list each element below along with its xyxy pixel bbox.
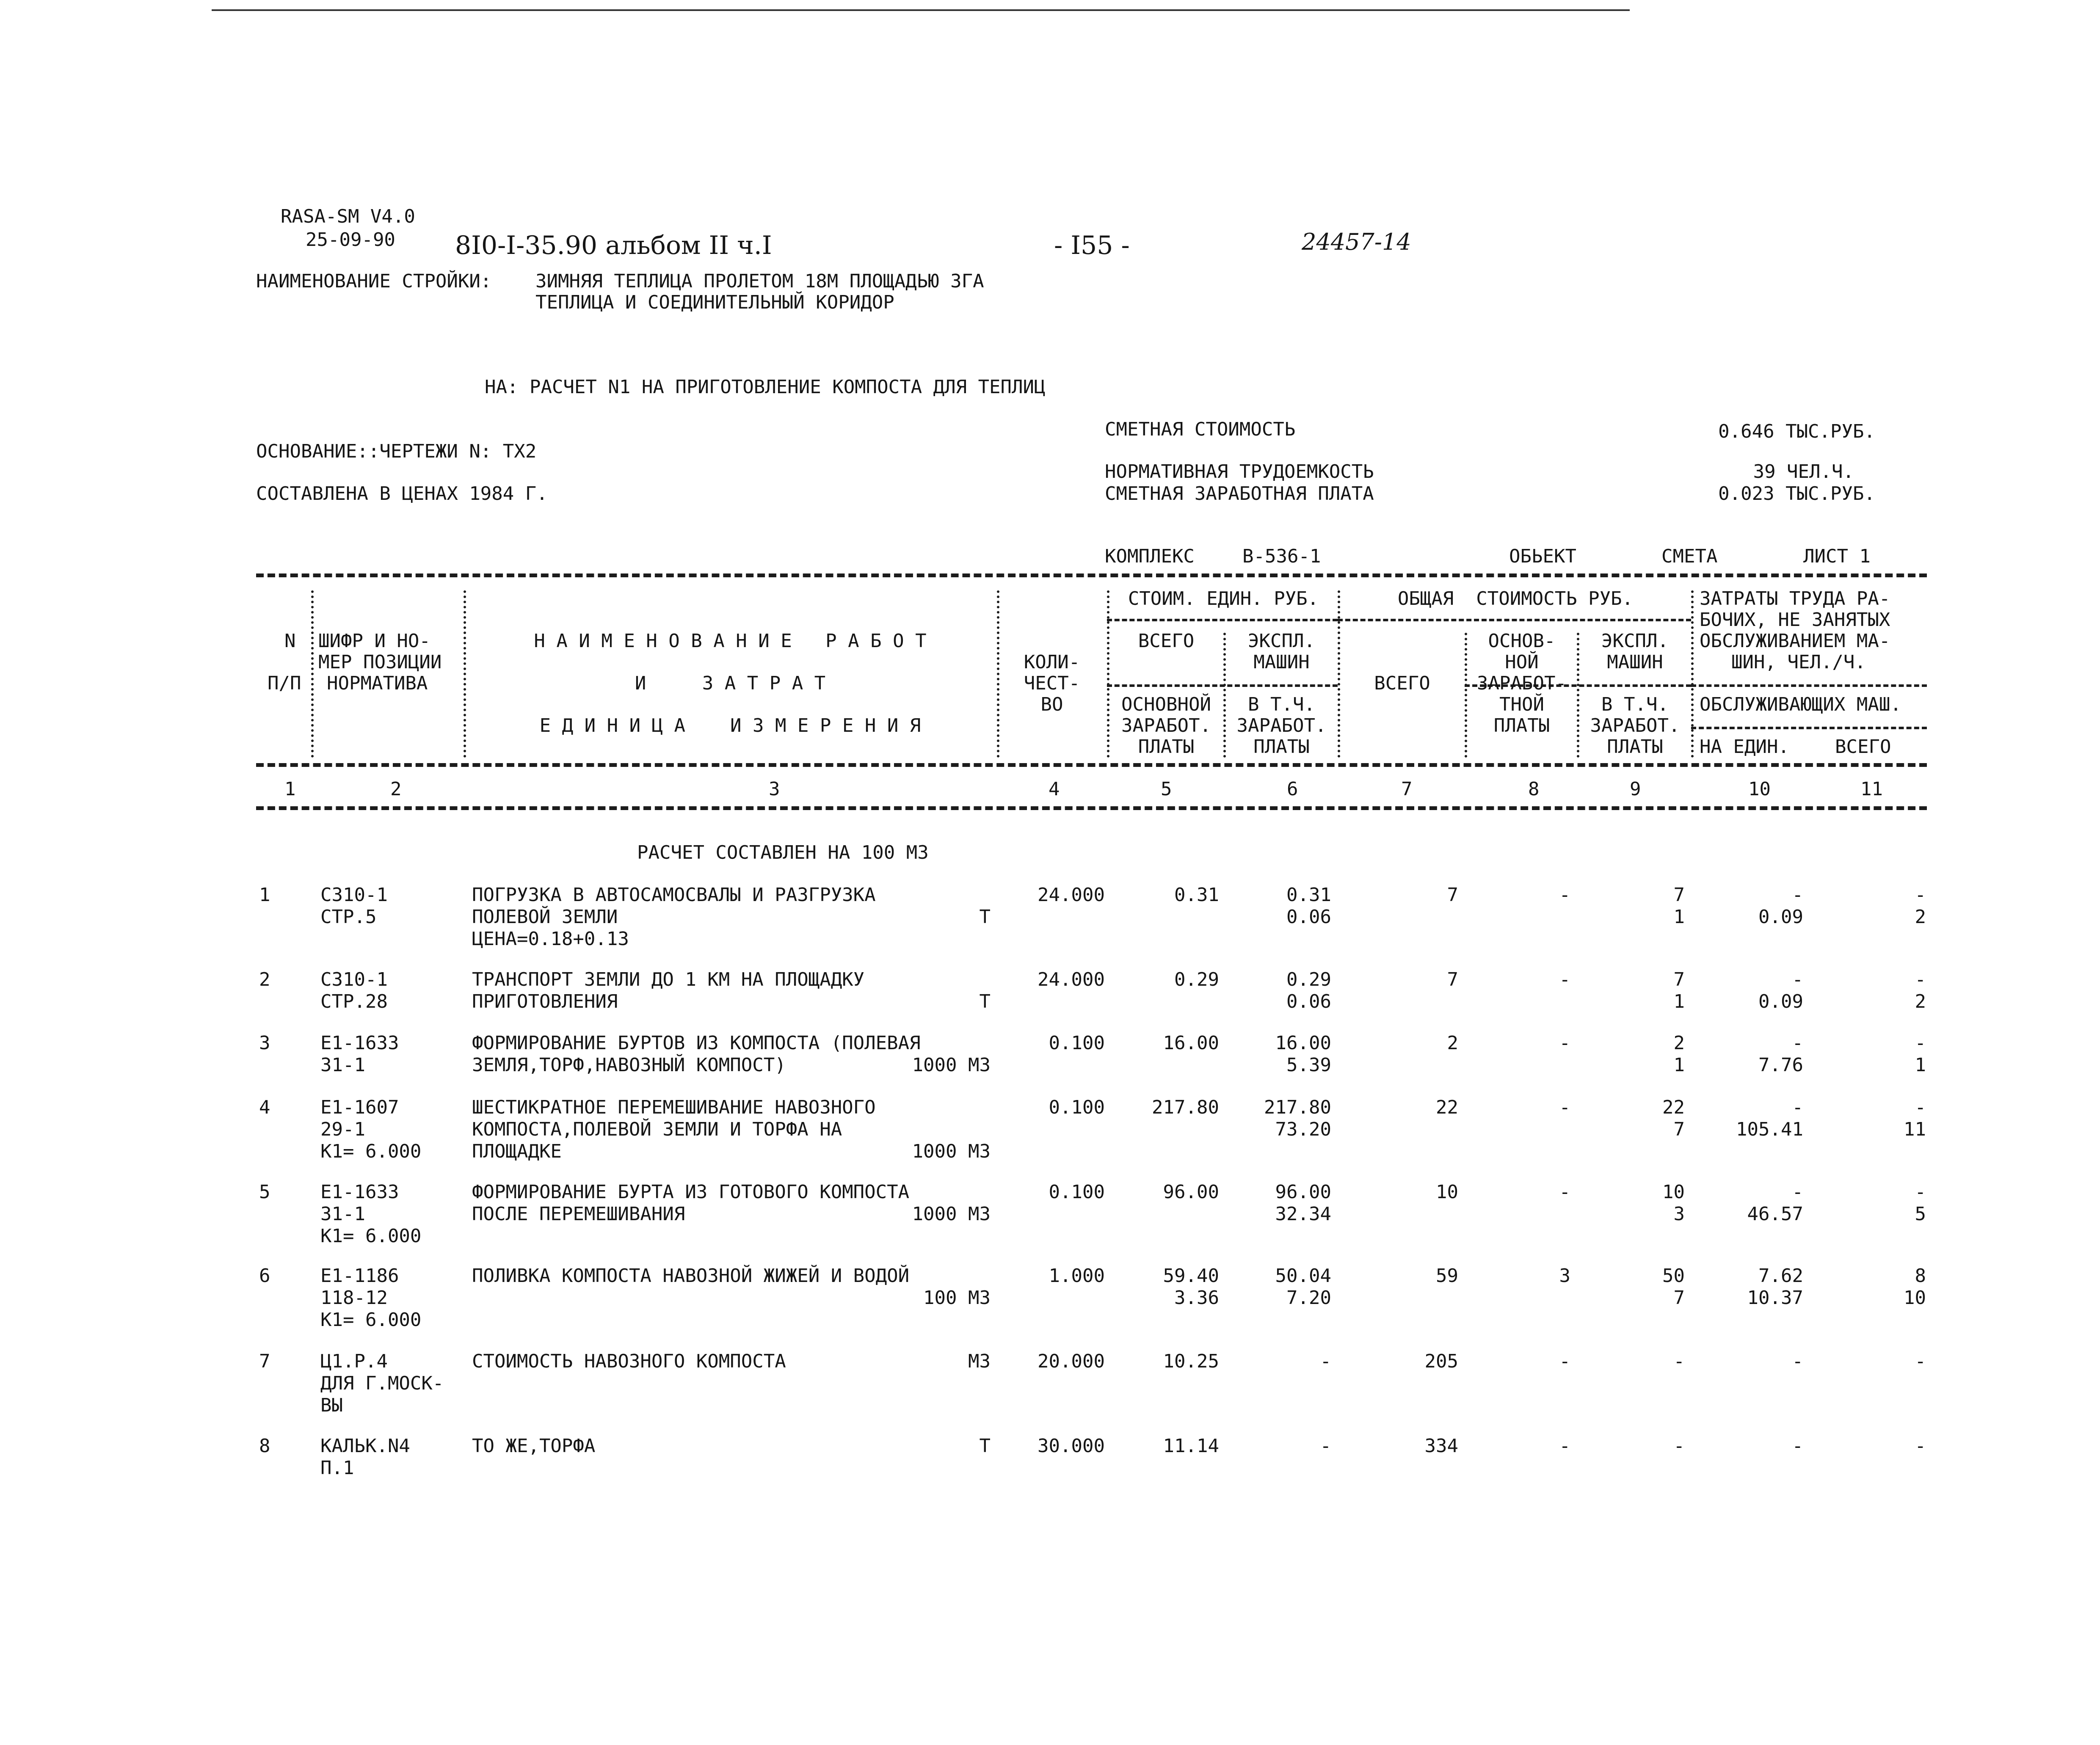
row-name: ПРИГОТОВЛЕНИЯ: [472, 991, 618, 1012]
header-c6e: ПЛАТЫ: [1253, 736, 1310, 758]
header-labor-4: ШИН, ЧЕЛ./Ч.: [1731, 651, 1866, 673]
row-total-machine-wage: 3: [1673, 1203, 1685, 1225]
row-labor-unit: -: [1792, 1097, 1803, 1118]
header-unit-cost: СТОИМ. ЕДИН. РУБ.: [1128, 588, 1319, 609]
row-labor-unit: -: [1792, 1181, 1803, 1203]
header-c8e: ПЛАТЫ: [1493, 715, 1550, 736]
row-labor-total: -: [1915, 1351, 1926, 1372]
construction-label: НАИМЕНОВАНИЕ СТРОЙКИ:: [256, 270, 492, 292]
print-date: 25-09-90: [306, 229, 395, 251]
header-c8d: ТНОЙ: [1499, 694, 1544, 715]
row-unit-machine: -: [1320, 1435, 1331, 1457]
row-labor-total-machine: 2: [1915, 991, 1926, 1012]
row-name: ФОРМИРОВАНИЕ БУРТОВ ИЗ КОМПОСТА (ПОЛЕВАЯ: [472, 1032, 921, 1054]
cost-label: СМЕТНАЯ СТОИМОСТЬ: [1105, 419, 1296, 440]
row-total: 7: [1447, 969, 1458, 990]
header-labor-1: ЗАТРАТЫ ТРУДА РА-: [1700, 588, 1890, 609]
row-number: 1: [259, 884, 270, 906]
row-code: Е1-1633: [320, 1181, 399, 1203]
row-labor-unit: -: [1792, 1435, 1803, 1457]
row-labor-total: -: [1915, 1032, 1926, 1054]
row-labor-total: -: [1915, 1097, 1926, 1118]
column-number: 3: [769, 778, 780, 800]
header-code-1: ШИФР И НО-: [318, 630, 430, 652]
header-c8a: ОСНОВ-: [1488, 630, 1556, 652]
row-name: ЗЕМЛЯ,ТОРФ,НАВОЗНЫЙ КОМПОСТ): [472, 1054, 786, 1076]
row-code: П.1: [320, 1457, 354, 1479]
wage-value: 0.023 ТЫС.РУБ.: [1718, 483, 1875, 504]
row-name: ПЛОЩАДКЕ: [472, 1141, 562, 1162]
row-number: 8: [259, 1435, 270, 1457]
row-name: КОМПОСТА,ПОЛЕВОЙ ЗЕМЛИ И ТОРФА НА: [472, 1119, 842, 1140]
row-total-machine: -: [1673, 1435, 1685, 1457]
header-subrule: [1107, 619, 1338, 621]
album-reference: 8I0-I-35.90 альбом II ч.I: [455, 231, 772, 260]
row-code: СТР.28: [320, 991, 388, 1012]
header-name-3: Е Д И Н И Ц А И З М Е Р Е Н И Я: [539, 715, 921, 736]
row-code: К1= 6.000: [320, 1309, 422, 1331]
row-labor-total: -: [1915, 969, 1926, 990]
cost-value: 0.646 ТЫС.РУБ.: [1718, 421, 1875, 442]
row-code: 118-12: [320, 1287, 388, 1309]
header-subrule: [1691, 684, 1927, 687]
header-subrule: [1107, 684, 1338, 687]
column-number: 9: [1630, 778, 1641, 800]
row-labor-unit-machine: 7.76: [1758, 1054, 1803, 1076]
header-subrule: [1338, 619, 1691, 621]
row-unit: 1000 М3: [912, 1054, 991, 1076]
row-code: К1= 6.000: [320, 1141, 422, 1162]
column-number: 4: [1049, 778, 1060, 800]
row-total-wage: -: [1559, 1181, 1570, 1203]
row-code: Ц1.Р.4: [320, 1351, 388, 1372]
row-code: СТР.5: [320, 906, 377, 928]
row-unit-machine: 16.00: [1275, 1032, 1331, 1054]
header-pp: П/П: [268, 673, 301, 694]
row-code: Е1-1607: [320, 1097, 399, 1118]
row-unit-machine: 96.00: [1275, 1181, 1331, 1203]
column-number: 6: [1287, 778, 1298, 800]
row-name: ПОСЛЕ ПЕРЕМЕШИВАНИЯ: [472, 1203, 685, 1225]
section-title: РАСЧЕТ СОСТАВЛЕН НА 100 М3: [637, 842, 929, 863]
row-name: ПОЛИВКА КОМПОСТА НАВОЗНОЙ ЖИЖЕЙ И ВОДОЙ: [472, 1265, 910, 1287]
header-labor-2: БОЧИХ, НЕ ЗАНЯТЫХ: [1700, 609, 1890, 631]
col-sep: [1691, 590, 1694, 758]
row-unit-machine-wage: 7.20: [1286, 1287, 1331, 1309]
header-subrule: [1691, 727, 1927, 729]
row-quantity: 20.000: [1038, 1351, 1105, 1372]
col-sep: [1577, 633, 1579, 758]
row-total: 205: [1424, 1351, 1458, 1372]
row-number: 6: [259, 1265, 270, 1287]
row-unit-machine-wage: 0.06: [1286, 906, 1331, 928]
row-labor-total: -: [1915, 884, 1926, 906]
construction-line-1: ЗИМНЯЯ ТЕПЛИЦА ПРОЛЕТОМ 18М ПЛОЩАДЬЮ 3ГА: [535, 270, 984, 292]
sheet-label: ЛИСТ 1: [1803, 546, 1871, 567]
row-name: ТРАНСПОРТ ЗЕМЛИ ДО 1 КМ НА ПЛОЩАДКУ: [472, 969, 865, 990]
row-labor-total-machine: 11: [1904, 1119, 1926, 1140]
header-qty-1: КОЛИ-: [1024, 651, 1080, 673]
row-quantity: 0.100: [1049, 1181, 1105, 1203]
row-total: 22: [1436, 1097, 1458, 1118]
row-code: Е1-1633: [320, 1032, 399, 1054]
header-c5c: ЗАРАБОТ.: [1121, 715, 1211, 736]
row-total: 2: [1447, 1032, 1458, 1054]
column-number: 7: [1401, 778, 1413, 800]
row-number: 4: [259, 1097, 270, 1118]
header-c5d: ПЛАТЫ: [1138, 736, 1195, 758]
row-total-machine: 10: [1662, 1181, 1685, 1203]
column-number: 10: [1748, 778, 1771, 800]
row-unit-cost-total: 217.80: [1152, 1097, 1219, 1118]
row-labor-total-machine: 1: [1915, 1054, 1926, 1076]
row-unit-machine: 50.04: [1275, 1265, 1331, 1287]
row-code: С310-1: [320, 884, 388, 906]
row-name: ТО ЖЕ,ТОРФА: [472, 1435, 596, 1457]
complex-value: В-536-1: [1242, 546, 1321, 567]
header-rule-mid: [256, 763, 1927, 767]
header-c7: ВСЕГО: [1374, 673, 1430, 694]
header-c6a: ЭКСПЛ.: [1248, 630, 1315, 652]
row-unit-machine: -: [1320, 1351, 1331, 1372]
row-quantity: 24.000: [1038, 884, 1105, 906]
row-total-wage: -: [1559, 1351, 1570, 1372]
col-sep: [1223, 633, 1226, 758]
row-unit: 1000 М3: [912, 1203, 991, 1225]
row-labor-unit: -: [1792, 969, 1803, 990]
col-sep: [997, 590, 999, 758]
estimate-subject: НА: РАСЧЕТ N1 НА ПРИГОТОВЛЕНИЕ КОМПОСТА ДЛЯ ТЕПЛИЦ: [485, 376, 1046, 398]
row-quantity: 0.100: [1049, 1097, 1105, 1118]
row-total-machine-wage: 7: [1673, 1287, 1685, 1309]
row-code: КАЛЬК.N4: [320, 1435, 410, 1457]
column-number: 8: [1528, 778, 1540, 800]
row-number: 2: [259, 969, 270, 990]
header-rule-bottom: [256, 806, 1927, 810]
header-c11: ВСЕГО: [1835, 736, 1891, 758]
column-number: 5: [1161, 778, 1172, 800]
header-c9b: МАШИН: [1607, 651, 1663, 673]
header-code-3: НОРМАТИВА: [327, 673, 428, 694]
row-name: СТОИМОСТЬ НАВОЗНОГО КОМПОСТА: [472, 1351, 786, 1372]
row-unit-machine-wage: 5.39: [1286, 1054, 1331, 1076]
header-name-2: И З А Т Р А Т: [635, 673, 826, 694]
col-sep: [1338, 590, 1340, 758]
header-c6d: ЗАРАБОТ.: [1236, 715, 1327, 736]
row-labor-total-machine: 5: [1915, 1203, 1926, 1225]
row-name: ФОРМИРОВАНИЕ БУРТА ИЗ ГОТОВОГО КОМПОСТА: [472, 1181, 910, 1203]
row-quantity: 0.100: [1049, 1032, 1105, 1054]
header-name-1: Н А И М Е Н О В А Н И Е Р А Б О Т: [534, 630, 927, 652]
header-c9d: ЗАРАБОТ.: [1590, 715, 1680, 736]
page-number: - I55 -: [1054, 231, 1130, 260]
header-labor-5: ОБСЛУЖИВАЮЩИХ МАШ.: [1700, 694, 1901, 715]
row-unit-cost-total: 96.00: [1163, 1181, 1219, 1203]
row-total-machine: 7: [1673, 884, 1685, 906]
labor-label: НОРМАТИВНАЯ ТРУДОЕМКОСТЬ: [1105, 461, 1374, 482]
col-sep: [1465, 633, 1467, 758]
row-name: ПОГРУЗКА В АВТОСАМОСВАЛЫ И РАЗГРУЗКА: [472, 884, 876, 906]
row-total-machine: -: [1673, 1351, 1685, 1372]
header-c8b: НОЙ: [1505, 651, 1539, 673]
scan-edge-line: [212, 9, 1630, 11]
row-unit-cost-total: 59.40: [1163, 1265, 1219, 1287]
row-unit-cost-total: 0.31: [1174, 884, 1219, 906]
row-quantity: 1.000: [1049, 1265, 1105, 1287]
row-total: 7: [1447, 884, 1458, 906]
row-code: 29-1: [320, 1119, 365, 1140]
row-unit-machine: 0.29: [1286, 969, 1331, 990]
header-c9a: ЭКСПЛ.: [1601, 630, 1669, 652]
header-c5a: ВСЕГО: [1138, 630, 1195, 652]
header-labor-3: ОБСЛУЖИВАНИЕМ МА-: [1700, 630, 1890, 652]
row-unit: Т: [979, 991, 991, 1012]
row-unit-cost-total: 11.14: [1163, 1435, 1219, 1457]
row-labor-total: -: [1915, 1181, 1926, 1203]
header-c9e: ПЛАТЫ: [1607, 736, 1663, 758]
header-c6c: В Т.Ч.: [1248, 694, 1315, 715]
row-total-machine-wage: 7: [1673, 1119, 1685, 1140]
col-sep: [311, 590, 314, 758]
row-name: ПОЛЕВОЙ ЗЕМЛИ: [472, 906, 618, 928]
wage-label: СМЕТНАЯ ЗАРАБОТНАЯ ПЛАТА: [1105, 483, 1374, 504]
complex-label: КОМПЛЕКС: [1105, 546, 1195, 567]
row-number: 3: [259, 1032, 270, 1054]
row-total-machine: 2: [1673, 1032, 1685, 1054]
header-qty-2: ЧЕСТ-: [1024, 673, 1080, 694]
row-code: К1= 6.000: [320, 1225, 422, 1247]
col-sep: [1107, 590, 1109, 758]
header-qty-3: ВО: [1040, 694, 1063, 715]
row-unit: Т: [979, 1435, 991, 1457]
row-total-machine-wage: 1: [1673, 906, 1685, 928]
row-labor-total-machine: 2: [1915, 906, 1926, 928]
row-labor-unit-machine: 0.09: [1758, 991, 1803, 1012]
program-version: RASA-SM V4.0: [281, 206, 415, 227]
row-code: 31-1: [320, 1054, 365, 1076]
row-labor-total: 8: [1915, 1265, 1926, 1287]
construction-line-2: ТЕПЛИЦА И СОЕДИНИТЕЛЬНЫЙ КОРИДОР: [535, 292, 894, 313]
col-sep: [464, 590, 466, 758]
header-code-2: МЕР ПОЗИЦИИ: [318, 651, 442, 673]
row-unit-machine-wage: 73.20: [1275, 1119, 1331, 1140]
header-c10: НА ЕДИН.: [1700, 736, 1789, 758]
row-total: 59: [1436, 1265, 1458, 1287]
row-code: ДЛЯ Г.МОСК-: [320, 1373, 444, 1394]
row-labor-unit: -: [1792, 1032, 1803, 1054]
row-total-wage: 3: [1559, 1265, 1570, 1287]
row-unit: 100 М3: [923, 1287, 991, 1309]
row-unit-cost-total: 10.25: [1163, 1351, 1219, 1372]
row-unit-machine-wage: 32.34: [1275, 1203, 1331, 1225]
row-unit-machine: 217.80: [1264, 1097, 1331, 1118]
header-c5b: ОСНОВНОЙ: [1121, 694, 1211, 715]
row-quantity: 30.000: [1038, 1435, 1105, 1457]
row-total-wage: -: [1559, 1032, 1570, 1054]
row-total-machine: 7: [1673, 969, 1685, 990]
row-unit-machine: 0.31: [1286, 884, 1331, 906]
row-unit: М3: [968, 1351, 991, 1372]
basis-line: ОСНОВАНИЕ::ЧЕРТЕЖИ N: ТХ2: [256, 441, 537, 462]
row-code: С310-1: [320, 969, 388, 990]
header-n: N: [284, 630, 296, 652]
row-labor-unit-machine: 105.41: [1736, 1119, 1803, 1140]
row-labor-total: -: [1915, 1435, 1926, 1457]
row-unit: Т: [979, 906, 991, 928]
row-total-machine-wage: 1: [1673, 991, 1685, 1012]
row-total: 10: [1436, 1181, 1458, 1203]
estimate-label: СМЕТА: [1661, 546, 1718, 567]
header-c8c: ЗАРАБОТ-: [1477, 673, 1567, 694]
row-total-machine: 50: [1662, 1265, 1685, 1287]
prices-line: СОСТАВЛЕНА В ЦЕНАХ 1984 Г.: [256, 483, 548, 504]
row-unit: 1000 М3: [912, 1141, 991, 1162]
row-labor-unit: -: [1792, 1351, 1803, 1372]
row-labor-unit: -: [1792, 884, 1803, 906]
row-unit-cost-wage: 3.36: [1174, 1287, 1219, 1309]
row-quantity: 24.000: [1038, 969, 1105, 990]
row-code: ВЫ: [320, 1395, 343, 1416]
row-labor-unit-machine: 46.57: [1747, 1203, 1803, 1225]
header-total-cost: ОБЩАЯ СТОИМОСТЬ РУБ.: [1397, 588, 1634, 609]
header-rule-top: [256, 573, 1927, 577]
row-total-machine-wage: 1: [1673, 1054, 1685, 1076]
handwritten-code: 24457-14: [1302, 229, 1411, 255]
row-name: ЦЕНА=0.18+0.13: [472, 928, 629, 950]
row-labor-unit-machine: 0.09: [1758, 906, 1803, 928]
row-labor-total-machine: 10: [1904, 1287, 1926, 1309]
row-number: 5: [259, 1181, 270, 1203]
row-total-wage: -: [1559, 1435, 1570, 1457]
row-code: 31-1: [320, 1203, 365, 1225]
row-total-machine: 22: [1662, 1097, 1685, 1118]
row-labor-unit: 7.62: [1758, 1265, 1803, 1287]
row-total-wage: -: [1559, 1097, 1570, 1118]
header-c6b: МАШИН: [1253, 651, 1310, 673]
row-unit-machine-wage: 0.06: [1286, 991, 1331, 1012]
column-number: 1: [284, 778, 296, 800]
row-number: 7: [259, 1351, 270, 1372]
labor-value: 39 ЧЕЛ.Ч.: [1753, 461, 1854, 482]
row-unit-cost-total: 16.00: [1163, 1032, 1219, 1054]
column-number: 11: [1860, 778, 1883, 800]
row-labor-unit-machine: 10.37: [1747, 1287, 1803, 1309]
row-total-wage: -: [1559, 969, 1570, 990]
row-name: ШЕСТИКРАТНОЕ ПЕРЕМЕШИВАНИЕ НАВОЗНОГО: [472, 1097, 876, 1118]
object-label: ОБЬЕКТ: [1509, 546, 1576, 567]
row-total: 334: [1424, 1435, 1458, 1457]
row-code: Е1-1186: [320, 1265, 399, 1287]
row-total-wage: -: [1559, 884, 1570, 906]
header-c9c: В Т.Ч.: [1601, 694, 1669, 715]
row-unit-cost-total: 0.29: [1174, 969, 1219, 990]
column-number: 2: [390, 778, 402, 800]
